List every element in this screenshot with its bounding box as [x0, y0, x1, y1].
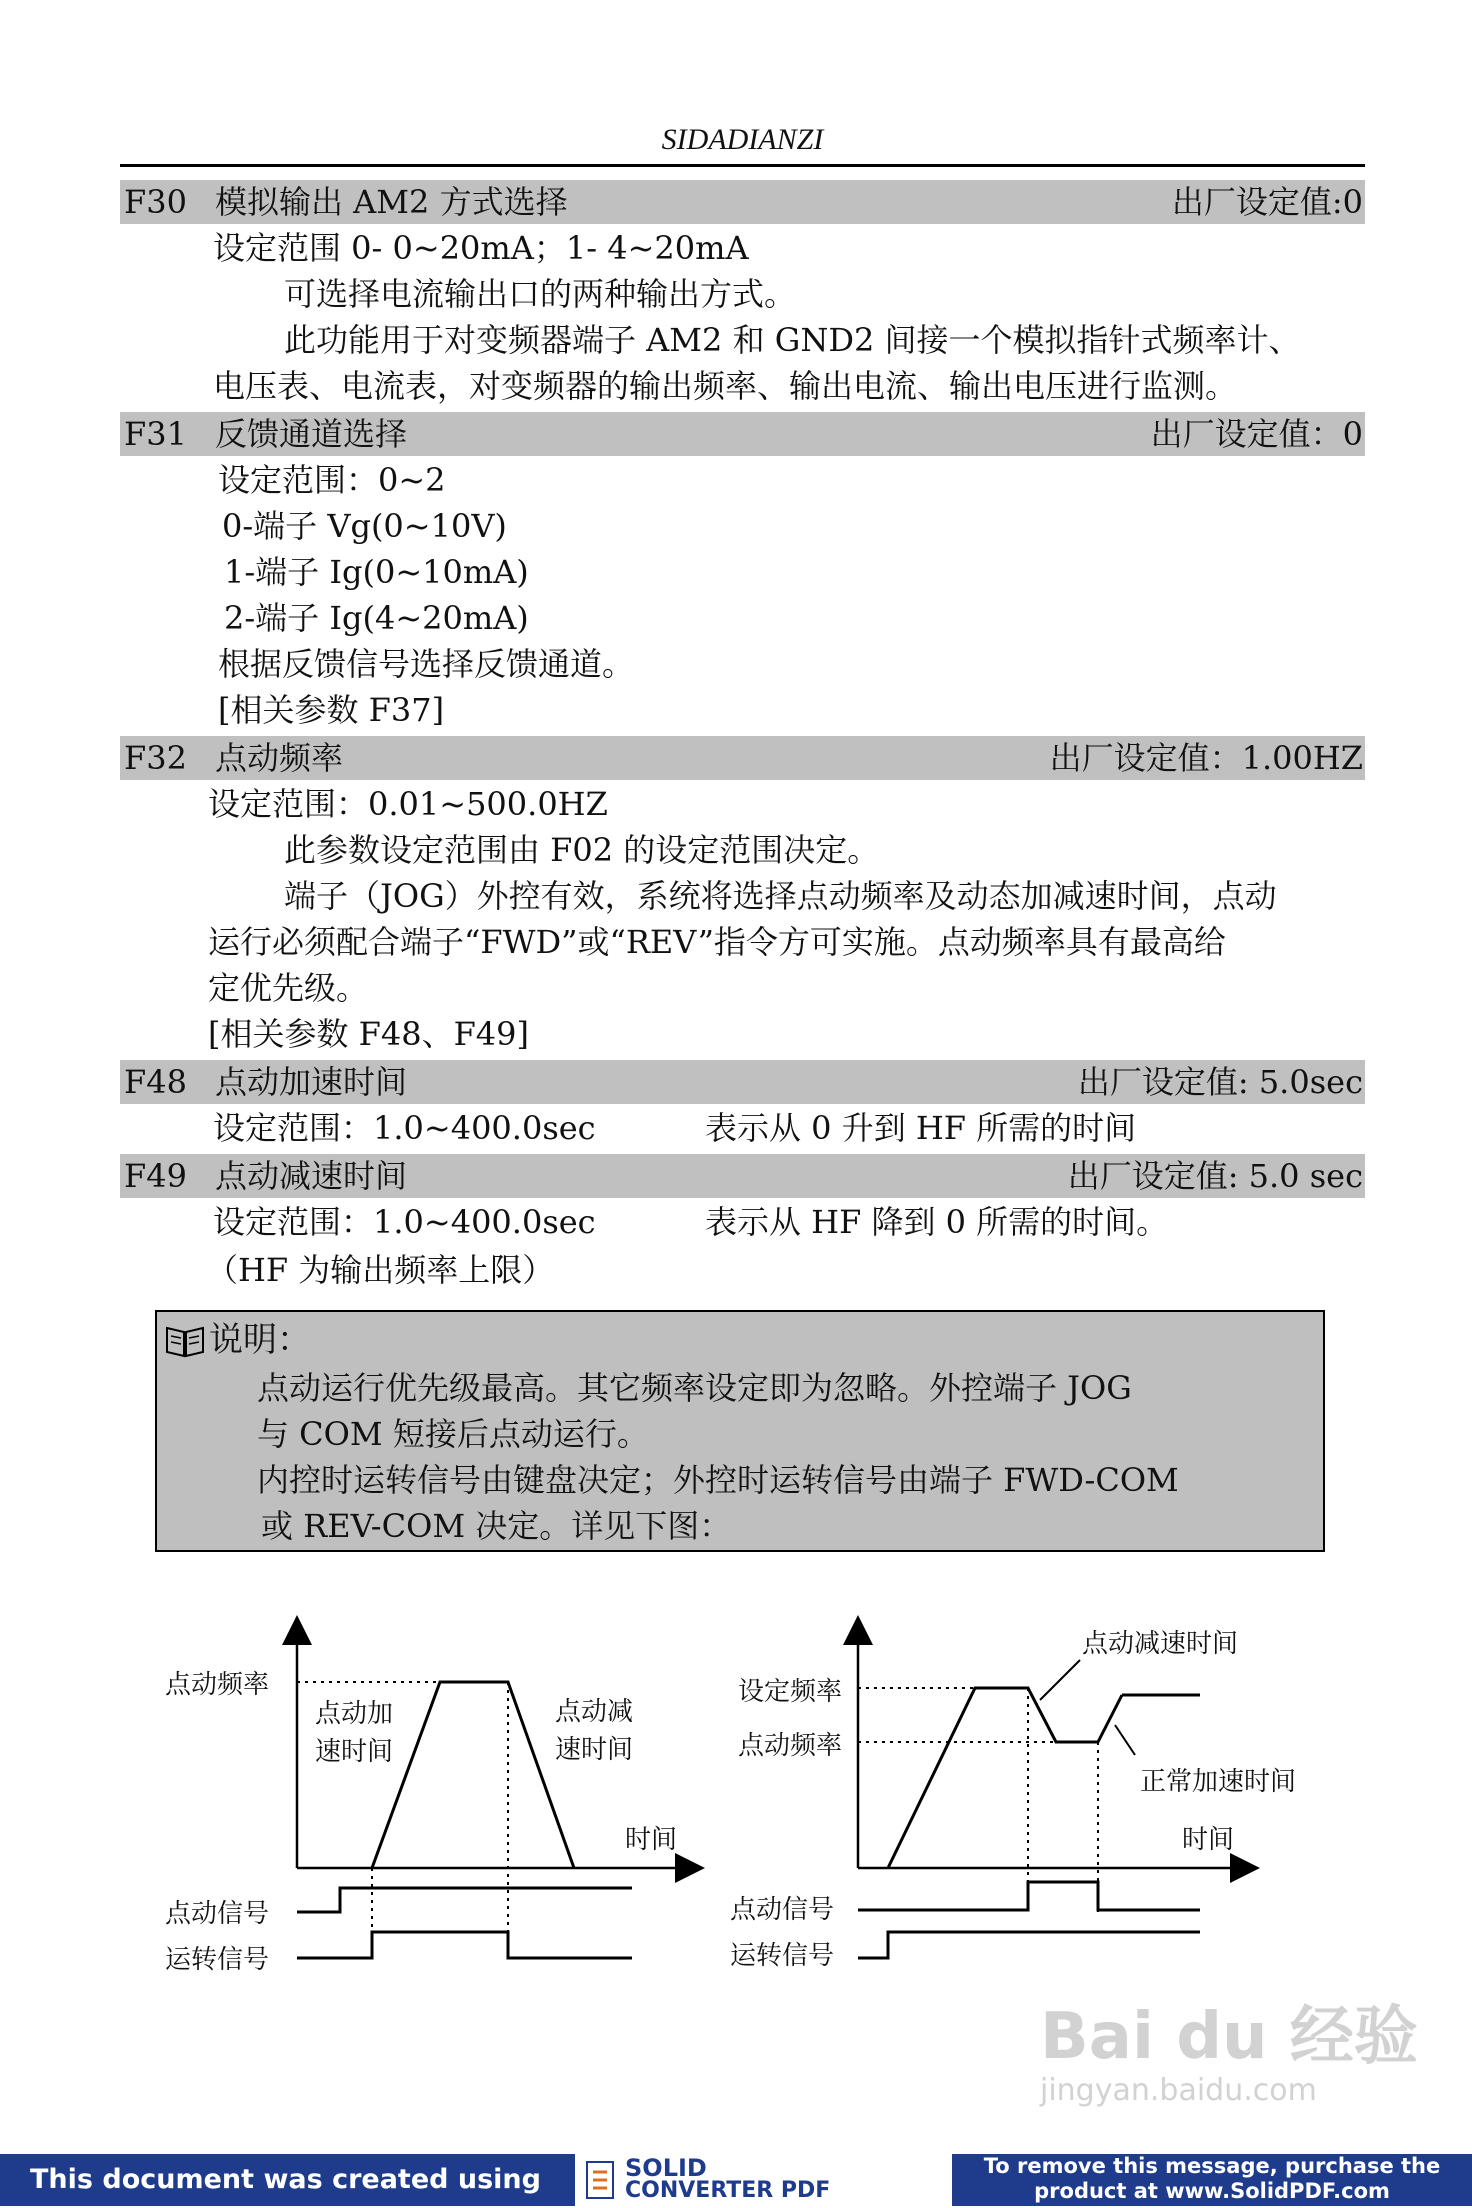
right-jog-signal: [858, 1882, 1200, 1910]
f31-option-0: 0-端子 Vg(0~10V): [222, 507, 507, 545]
right-set-freq-label: 设定频率: [738, 1677, 843, 1707]
f30-desc-1: 可选择电流输出口的两种输出方式。: [284, 275, 797, 313]
note-line-1: 点动运行优先级最高。其它频率设定即为忽略。外控端子 JOG: [257, 1369, 1132, 1407]
param-default: 出厂设定值:0: [1171, 183, 1363, 221]
param-name: 点动加速时间: [215, 1063, 408, 1101]
f31-desc: 根据反馈信号选择反馈通道。: [218, 645, 635, 683]
param-code: F30: [124, 183, 187, 221]
right-accel-pointer: [1115, 1725, 1135, 1755]
left-accel-label-1: 点动加: [315, 1699, 394, 1729]
right-freq-curve: [888, 1688, 1098, 1868]
f31-option-1: 1-端子 Ig(0~10mA): [224, 553, 529, 591]
param-default: 出厂设定值: 5.0 sec: [1067, 1157, 1363, 1195]
right-run-signal-label: 运转信号: [730, 1941, 835, 1971]
footer-purchase-line-1: To remove this message, purchase the: [983, 2154, 1441, 2178]
param-default: 出厂设定值: 5.0sec: [1077, 1063, 1363, 1101]
param-name: 反馈通道选择: [215, 415, 408, 453]
note-line-4: 或 REV-COM 决定。详见下图：: [261, 1507, 732, 1545]
left-accel-label-2: 速时间: [315, 1737, 394, 1767]
solid-converter-logo[interactable]: [585, 2152, 905, 2208]
param-code: F31: [124, 415, 187, 453]
right-run-signal: [858, 1932, 1200, 1958]
footer-purchase-line-2: product at www.SolidPDF.com: [1034, 2179, 1390, 2203]
right-time-label: 时间: [1182, 1825, 1235, 1855]
pdf-logo-icon: [585, 2158, 619, 2202]
f48-desc: 表示从 0 升到 HF 所需的时间: [705, 1109, 1137, 1147]
f30-desc-3: 电压表、电流表，对变频器的输出频率、输出电流、输出电压进行监测。: [213, 367, 1238, 405]
left-diagram: [165, 1630, 690, 1975]
footer-created-text: This document was created using: [0, 2154, 575, 2206]
f32-desc-3: 运行必须配合端子“FWD”或“REV”指令方可实施。点动频率具有最高给: [208, 923, 1226, 961]
left-run-signal: [297, 1932, 632, 1958]
left-time-label: 时间: [625, 1825, 678, 1855]
left-decel-label-2: 速时间: [555, 1735, 634, 1765]
right-decel-pointer: [1040, 1660, 1080, 1700]
note-title: 说明：: [209, 1320, 311, 1360]
brand-converter: CONVERTER PDF: [625, 2178, 831, 2203]
f32-desc-1: 此参数设定范围由 F02 的设定范围决定。: [284, 831, 880, 869]
left-jog-curve: [372, 1682, 574, 1868]
right-normal-accel-label: 正常加速时间: [1140, 1767, 1297, 1797]
watermark-logo: Bai du 经验: [1040, 2000, 1418, 2074]
param-code: F32: [124, 739, 187, 777]
left-decel-label-1: 点动减: [555, 1697, 634, 1727]
f48-range: 设定范围：1.0~400.0sec: [213, 1109, 596, 1147]
param-name: 点动频率: [215, 739, 344, 777]
f49-range: 设定范围：1.0~400.0sec: [213, 1203, 596, 1241]
param-code: F48: [124, 1063, 187, 1101]
left-run-signal-label: 运转信号: [165, 1945, 270, 1975]
footer-banner: [0, 2152, 1472, 2208]
page-header: SIDADIANZI: [120, 116, 1365, 167]
f30-desc-2: 此功能用于对变频器端子 AM2 和 GND2 间接一个模拟指针式频率计、: [284, 321, 1301, 359]
right-decel-label: 点动减速时间: [1082, 1629, 1239, 1659]
f32-desc-4: 定优先级。: [208, 969, 369, 1007]
f49-desc: 表示从 HF 降到 0 所需的时间。: [705, 1203, 1169, 1241]
param-name: 模拟输出 AM2 方式选择: [215, 183, 568, 221]
watermark: [1040, 1985, 1418, 2108]
param-default: 出厂设定值：0: [1150, 415, 1363, 453]
watermark-url: jingyan.baidu.com: [1040, 2073, 1317, 2108]
f32-related: [相关参数 F48、F49]: [208, 1015, 529, 1053]
param-name: 点动减速时间: [215, 1157, 408, 1195]
f30-range: 设定范围 0- 0~20mA；1- 4~20mA: [213, 229, 749, 267]
footer-purchase[interactable]: [952, 2154, 1472, 2206]
right-diagram: [730, 1629, 1296, 1971]
note-line-2: 与 COM 短接后点动运行。: [257, 1415, 649, 1453]
f32-desc-2: 端子（JOG）外控有效，系统将选择点动频率及动态加减速时间，点动: [284, 877, 1277, 915]
param-code: F49: [124, 1157, 187, 1195]
f49-note: （HF 为输出频率上限）: [206, 1251, 555, 1289]
note-line-3: 内控时运转信号由键盘决定；外控时运转信号由端子 FWD-COM: [257, 1461, 1179, 1499]
f31-option-2: 2-端子 Ig(4~20mA): [224, 599, 529, 637]
f31-range: 设定范围：0~2: [218, 461, 446, 499]
param-default: 出厂设定值：1.00HZ: [1049, 739, 1363, 777]
brand-solid: SOLID: [625, 2154, 707, 2182]
right-jog-freq-label: 点动频率: [738, 1731, 843, 1761]
left-jog-signal-label: 点动信号: [165, 1899, 270, 1929]
f31-related: [相关参数 F37]: [218, 691, 445, 729]
left-jog-freq-label: 点动频率: [165, 1670, 270, 1700]
left-jog-signal: [297, 1888, 632, 1912]
right-jog-signal-label: 点动信号: [730, 1895, 835, 1925]
f32-range: 设定范围：0.01~500.0HZ: [208, 785, 608, 823]
